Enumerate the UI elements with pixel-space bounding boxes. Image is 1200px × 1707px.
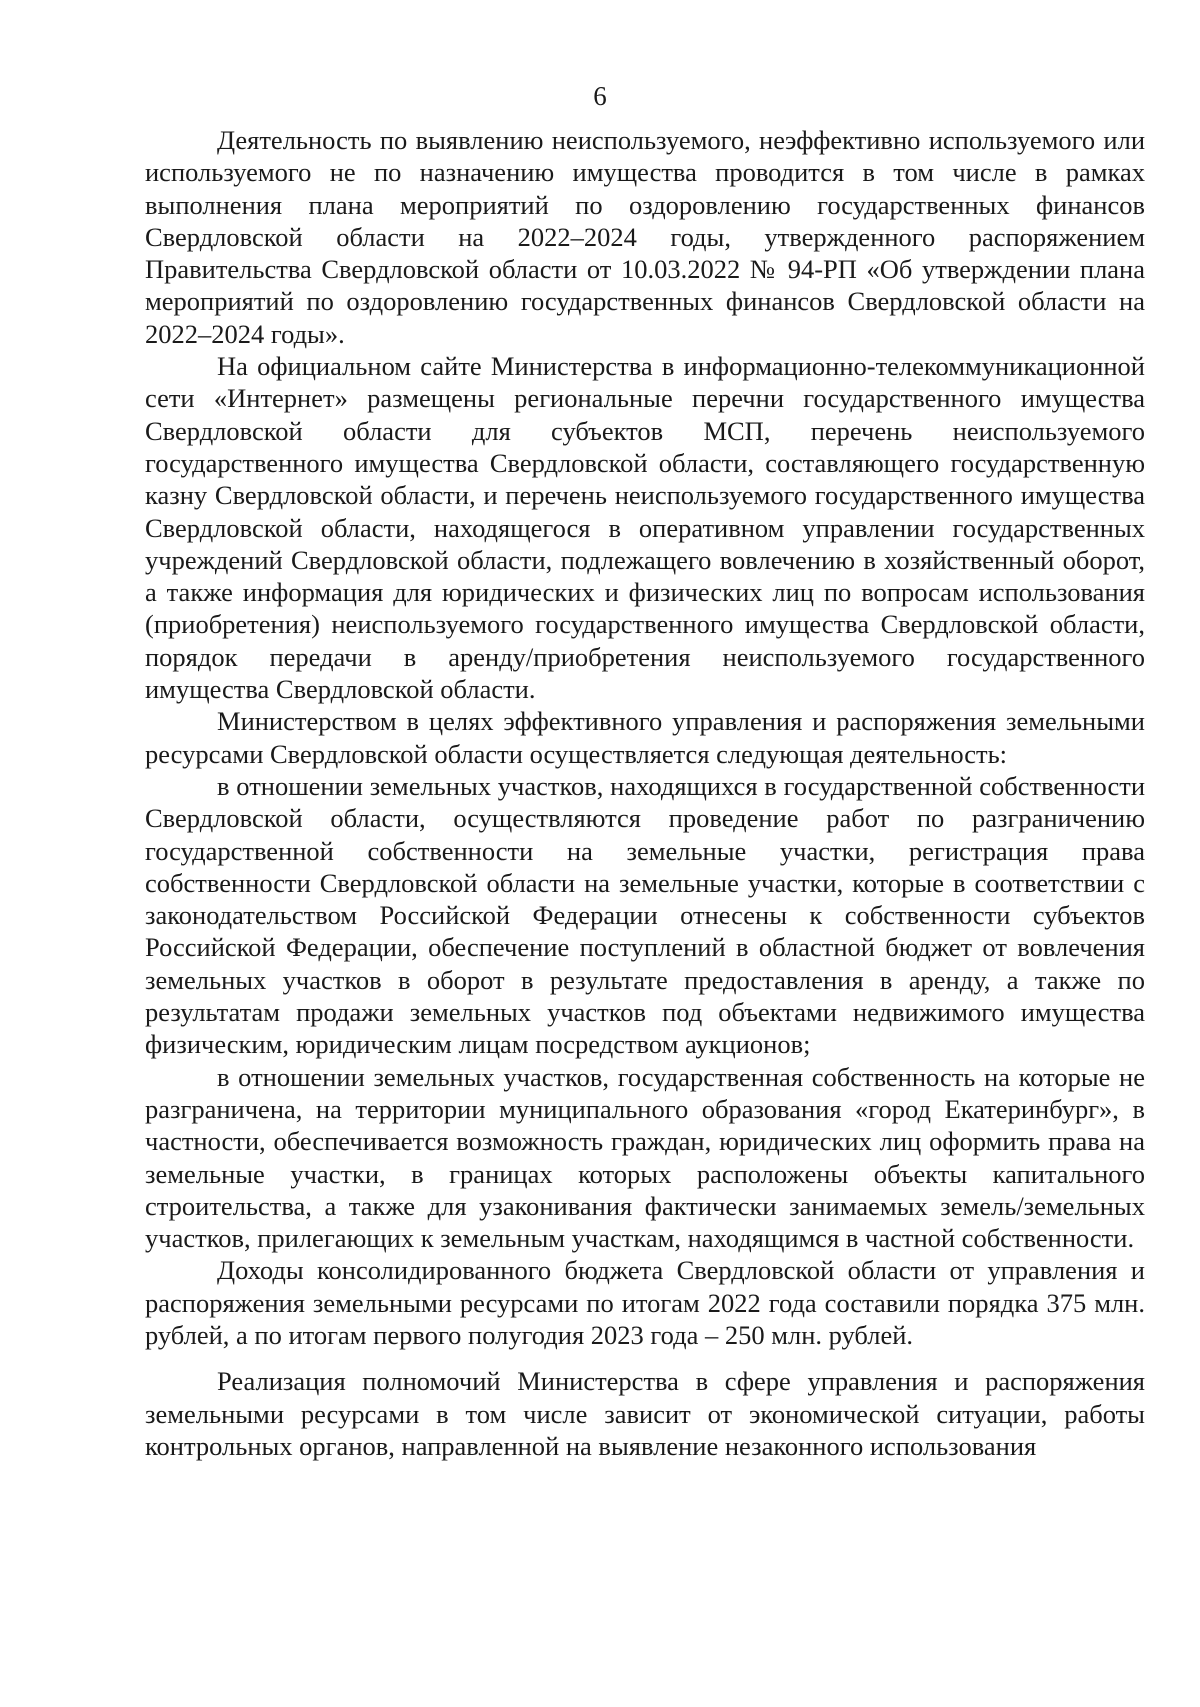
paragraph-ministry-website: На официальном сайте Министерства в информационно-телекоммуникационной сети «Интернет» размещены региональные перечни государственного имущества Свердловской области для субъектов МСП, перечень неиспользуемого государственного имущества Свердловской области, составляющего государственную казну Свердловской области, и перечень неиспользуемого государственного имущества Свердловской области, находящегося в оперативном управлении государственных учреждений Свердловской области, подлежащего вовлечению в хозяйственный оборот, а также информация для юридических и физических лиц по вопросам использования (приобретения) неиспользуемого государственного имущества Свердловской области, порядок передачи в аренду/приобретения неиспользуемого государственного имущества Свердловской области. xyxy=(145,351,1145,705)
document-body xyxy=(145,124,1145,1462)
paragraph-property-identification: Деятельность по выявлению неиспользуемого, неэффективно используемого или используемого не по назначению имущества проводится в том числе в рамках выполнения плана мероприятий по оздоровлению государственных финансов Свердловской области на 2022–2024 годы, утвержденного распоряжением Правительства Свердловской области от 10.03.2022 № 94-РП «Об утверждении плана мероприятий по оздоровлению государственных финансов Свердловской области на 2022–2024 годы». xyxy=(145,125,1145,349)
paragraph-undivided-land-plots: в отношении земельных участков, государственная собственность на которые не разграничена, на территории муниципального образования «город Екатеринбург», в частности, обеспечивается возможность граждан, юридических лиц оформить права на земельные участки, в границах которых расположены объекты капитального строительства, а также для узаконивания фактически занимаемых земель/земельных участков, прилегающих к земельным участкам, находящимся в частной собственности. xyxy=(145,1061,1145,1254)
paragraph-land-management-intro: Министерством в целях эффективного управления и распоряжения земельными ресурсами Свердловской области осуществляется следующая деятельность: xyxy=(145,706,1145,769)
page-number: 6 xyxy=(593,81,607,111)
paragraph-budget-revenue: Доходы консолидированного бюджета Свердловской области от управления и распоряжения земельными ресурсами по итогам 2022 года составили порядка 375 млн. рублей, а по итогам первого полугодия 2023 года – 250 млн. рублей. xyxy=(145,1255,1145,1350)
paragraph-ministry-powers: Реализация полномочий Министерства в сфере управления и распоряжения земельными ресурсами в том числе зависит от экономической ситуации, работы контрольных органов, направленной на выявление незаконного использования xyxy=(145,1366,1145,1461)
paragraph-state-land-plots: в отношении земельных участков, находящихся в государственной собственности Свердловской области, осуществляются проведение работ по разграничению государственной собственности на земельные участки, регистрация права собственности Свердловской области на земельные участки, которые в соответствии с законодательством Российской Федерации отнесены к собственности субъектов Российской Федерации, обеспечение поступлений в областной бюджет от вовлечения земельных участков в оборот в результате предоставления в аренду, а также по результатам продажи земельных участков под объектами недвижимого имущества физическим, юридическим лицам посредством аукционов; xyxy=(145,770,1145,1060)
